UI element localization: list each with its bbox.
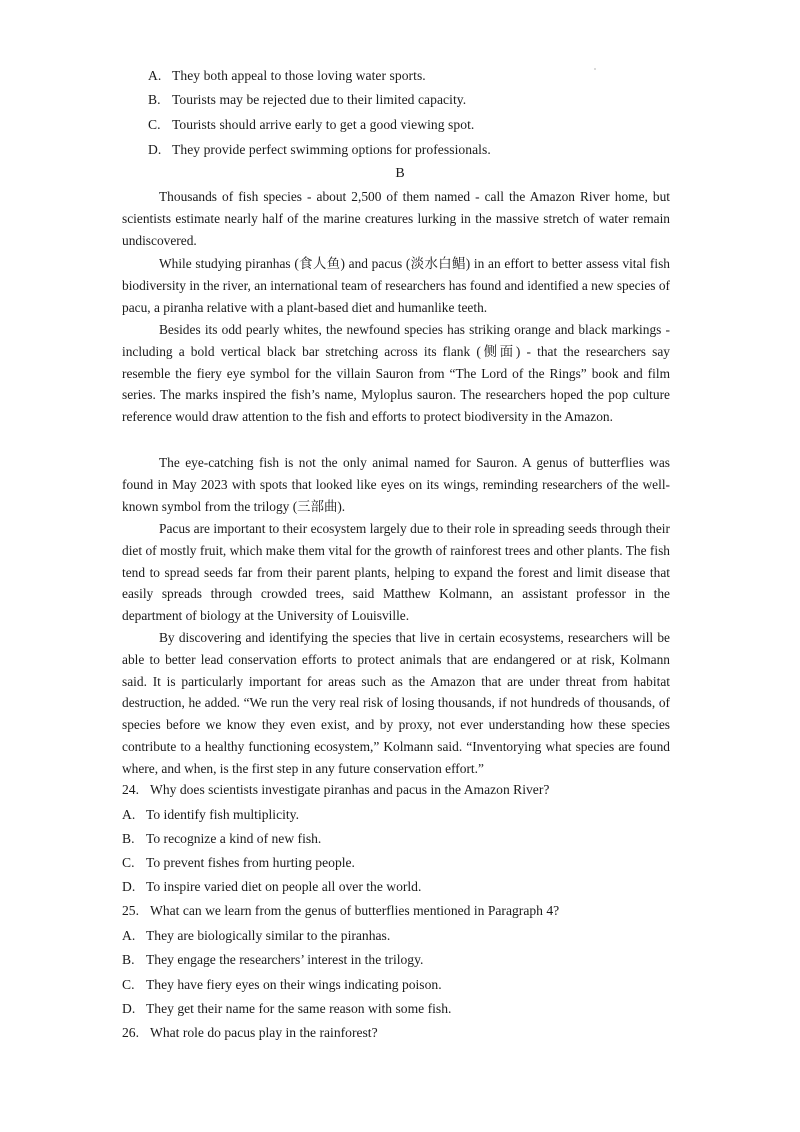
option-letter: C. [122,977,135,992]
passage-paragraph-3: Besides its odd pearly whites, the newfound species has striking orange and black markings - including a bold vertical black bar stretching across its flank (侧面) - that the researchers say resemble the fiery eye symbol for the villain Sauron from “The Lord of the Rings” book and film series. The marks inspired the fish’s name, Myloplus sauron. The researchers hoped the pop culture reference would draw attention to the fish and efforts to protect biodiversity in the Amazon. [122,322,670,425]
option-letter: C. [148,117,161,132]
option-letter: D. [122,879,136,894]
prev-option-a [148,66,426,86]
question-25 [122,901,559,921]
option-letter: D. [122,1001,136,1016]
passage-paragraph-2: While studying piranhas (食人鱼) and pacus (淡水白鲳) in an effort to better assess vital fish biodiversity in the river, an international team of researchers has found and identified a new species of pacu, a piranha relative with a plant-based diet and humanlike teeth. [122,256,670,315]
section-title: B [395,166,405,181]
option-text: They are biologically similar to the piranhas. [146,928,391,943]
answer-option [122,926,390,946]
option-text: To prevent fishes from hurting people. [146,855,355,870]
question-24 [122,780,549,800]
option-letter: C. [122,855,135,870]
option-text: To recognize a kind of new fish. [146,831,322,846]
option-text: To identify fish multiplicity. [146,807,299,822]
answer-option [122,975,442,995]
option-letter: A. [122,928,136,943]
option-letter: A. [122,807,136,822]
question-number: 24. [122,782,139,797]
question-text: What role do pacus play in the rainforest? [150,1025,378,1040]
option-text: They get their name for the same reason with some fish. [146,1001,452,1016]
option-text: They provide perfect swimming options for professionals. [172,142,491,157]
option-text: Tourists should arrive early to get a good viewing spot. [172,117,475,132]
option-letter: B. [122,831,135,846]
option-text: They both appeal to those loving water sports. [172,68,426,83]
answer-option [122,805,299,825]
question-number: 25. [122,903,139,918]
option-letter: D. [148,142,162,157]
answer-option [122,853,355,873]
option-text: To inspire varied diet on people all over the world. [146,879,422,894]
prev-option-b [148,90,466,110]
passage-paragraph-5: Pacus are important to their ecosystem largely due to their role in spreading seeds through their diet of mostly fruit, which make them vital for the growth of rainforest trees and other plants. The fish tend to spread seeds far from their parent plants, helping to expand the forest and limit disease that easily spreads through crowded trees, said Matthew Kolmann, an assistant professor in the department of biology at the University of Louisville. [122,521,670,624]
prev-option-d [148,140,491,160]
question-26 [122,1023,378,1043]
option-text: They have fiery eyes on their wings indicating poison. [146,977,442,992]
option-text: They engage the researchers’ interest in the trilogy. [146,952,424,967]
answer-option [122,829,321,849]
option-letter: B. [122,952,135,967]
answer-option [122,999,451,1019]
prev-option-c [148,115,474,135]
scan-speck [594,68,596,70]
option-letter: A. [148,68,162,83]
option-letter: B. [148,92,161,107]
passage-paragraph-1: Thousands of fish species - about 2,500 of them named - call the Amazon River home, but scientists estimate nearly half of the marine creatures lurking in the massive stretch of water remain undiscovered. [122,189,670,248]
passage-paragraph-4: The eye-catching fish is not the only animal named for Sauron. A genus of butterflies was found in May 2023 with spots that looked like eyes on its wings, reminding researchers of the well-known symbol from the trilogy (三部曲). [122,455,670,514]
answer-option [122,950,423,970]
question-text: What can we learn from the genus of butterflies mentioned in Paragraph 4? [150,903,560,918]
question-number: 26. [122,1025,139,1040]
answer-option [122,877,421,897]
option-text: Tourists may be rejected due to their limited capacity. [172,92,467,107]
question-text: Why does scientists investigate piranhas and pacus in the Amazon River? [150,782,550,797]
passage-paragraph-6: By discovering and identifying the species that live in certain ecosystems, researchers will be able to better lead conservation efforts to protect animals that are endangered or at risk, Kolmann said. It is particularly important for areas such as the Amazon that are under threat from habitat destruction, he added. “We run the very real risk of losing thousands, if not hundreds of thousands, of species before we know they even exist, and by proxy, not ever understanding how these species contribute to a healthy functioning ecosystem,” Kolmann said. “Inventorying what species are found where, and when, is the first step in any future conservation effort.” [122,630,670,776]
